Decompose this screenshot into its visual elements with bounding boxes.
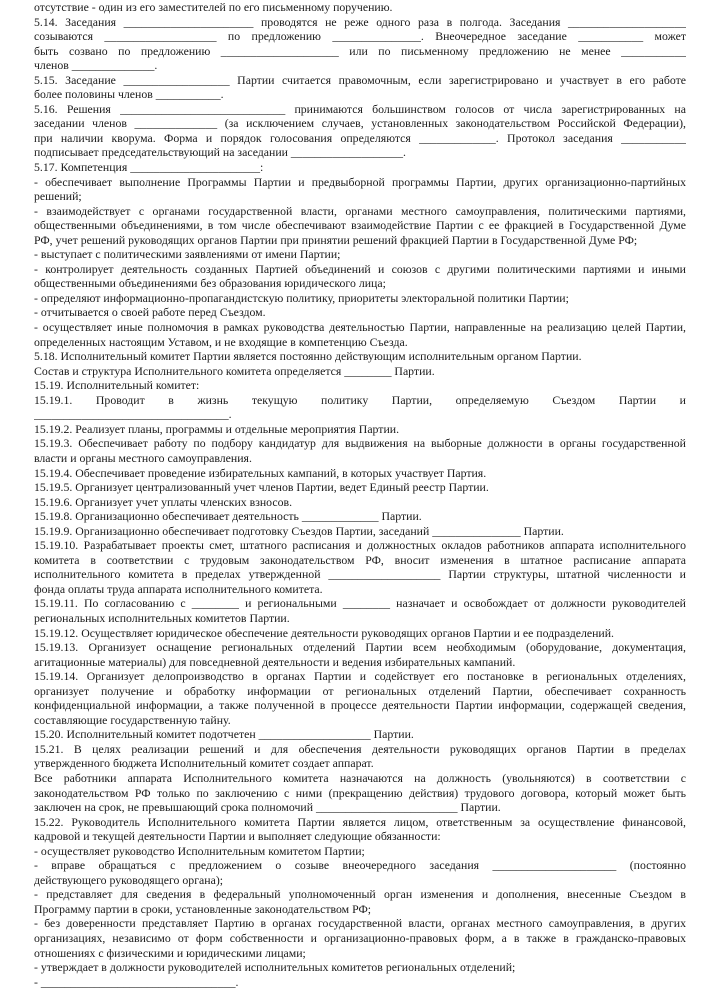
paragraph <box>34 364 686 379</box>
text-line: 15.19.4. Обеспечивает проведение избирательных кампаний, в которых участвует Партия. <box>34 465 487 480</box>
text-line: исполнительного комитета в пределах утвержденной ___________________ Партии структуры, штатной численности и <box>34 567 686 582</box>
text-line: - вправе обращаться с предложением о созыве внеочередного заседания _____________________ (постоянно <box>34 858 686 873</box>
text-line: 15.19.11. По согласованию с ________ и региональными ________ назначает и освобождает от должности руководителей <box>34 596 686 611</box>
document-page <box>34 0 686 989</box>
text-line: комитета в соответствии с трудовым законодательством РФ, вносит изменения в штатное расписание аппарата <box>34 552 686 567</box>
text-line: общественными объединениями без образования юридического лица; <box>34 276 386 291</box>
paragraph <box>34 393 686 422</box>
paragraph <box>34 436 686 465</box>
paragraph <box>34 422 686 437</box>
text-line: - представляет для сведения в федеральный уполномоченный орган изменения и дополнения, внесенные Съездом в <box>34 887 686 902</box>
text-line: РФ, учет решений руководящих органов Партии при принятии решений фракцией Партии в Государственной Думе РФ; <box>34 232 638 247</box>
paragraph <box>34 480 686 495</box>
text-line: 15.19.2. Реализует планы, программы и отдельные мероприятия Партии. <box>34 421 400 436</box>
text-line: членов ______________. <box>34 58 158 73</box>
paragraph <box>34 975 686 989</box>
paragraph <box>34 669 686 727</box>
paragraph <box>34 291 686 306</box>
text-line: 5.18. Исполнительный комитет Партии является постоянно действующим исполнительным органом Партии. <box>34 349 582 364</box>
text-line: Все работники аппарата Исполнительного комитета назначаются на должность (увольняются) в соответствии с <box>34 770 686 785</box>
text-line: 15.20. Исполнительный комитет подотчетен ___________________ Партии. <box>34 727 414 742</box>
text-line: - отчитывается о своей работе перед Съездом. <box>34 305 266 320</box>
text-line: Состав и структура Исполнительного комитета определяется ________ Партии. <box>34 363 435 378</box>
text-line: отношениях с физическими и юридическими лицами; <box>34 945 306 960</box>
text-line: организациях, независимо от форм собственности и организационно-правовых форм, а в также в гражданско-правовых <box>34 931 686 945</box>
paragraph <box>34 815 686 844</box>
text-line: действующего руководящего органа); <box>34 872 224 887</box>
text-line: 15.19.12. Осуществляет юридическое обеспечение деятельности руководящих органов Партии и ее подразделений. <box>34 625 614 640</box>
text-line: решений; <box>34 189 82 204</box>
paragraph <box>34 538 686 596</box>
text-line: - взаимодействует с органами государственной власти, органами местного самоуправления, политическими партиями, <box>34 203 686 218</box>
text-line: - без доверенности представляет Партию в органах государственной власти, органах местного самоуправления, в других <box>34 916 686 931</box>
text-line: 5.16. Решения ____________________________ принимаются большинством голосов от числа зарегистрированных на <box>34 101 686 116</box>
text-line: 5.15. Заседание __________________ Партии считается правомочным, если зарегистрировано и участвует в его работе <box>34 72 686 87</box>
text-line: организует получение и обработку информации от региональных отделений Партии, обеспечивает сохранность <box>34 683 686 698</box>
paragraph <box>34 524 686 539</box>
paragraph <box>34 466 686 481</box>
text-line: 15.19.5. Организует централизованный учет членов Партии, ведет Единый реестр Партии. <box>34 480 489 495</box>
text-line: 15.19.10. Разрабатывает проекты смет, штатного расписания и должностных окладов работников аппарата исполнительного <box>34 538 686 553</box>
text-line: 15.22. Руководитель Исполнительного комитета Партии является лицом, ответственным за осуществление финансовой, <box>34 814 686 829</box>
text-line: 15.19.1. Проводит в жизнь текущую политику Партии, определяемую Съездом Партии и <box>34 392 686 407</box>
paragraph <box>34 204 686 248</box>
paragraph <box>34 262 686 291</box>
paragraph <box>34 509 686 524</box>
text-line: составляющие государственную тайну. <box>34 712 231 727</box>
text-line: - _________________________________. <box>34 974 239 989</box>
paragraph <box>34 916 686 960</box>
text-line: 5.14. Заседания ______________________ проводятся не реже одного раза в полгода. Заседания ____________________ <box>34 14 686 29</box>
text-line: фонда оплаты труда аппарата исполнительного комитета. <box>34 581 323 596</box>
text-line: 15.19.13. Организует оснащение региональных отделений Партии всем необходимым (оборудование, документация, <box>34 640 686 655</box>
paragraph <box>34 247 686 262</box>
text-line: определенных настоящим Уставом, и не входящие в компетенцию Съезда. <box>34 334 408 349</box>
text-line: - обеспечивает выполнение Программы Партии и предвыборной программы Партии, других организационно-партийных <box>34 174 686 189</box>
text-line: конфиденциальной информации, а также полученной в процессе деятельности Партии информации, содержащей сведения, <box>34 698 686 713</box>
text-line: 15.19.8. Организационно обеспечивает деятельность _____________ Партии. <box>34 509 422 524</box>
text-line: подписывает председательствующий на заседании ___________________. <box>34 145 406 160</box>
text-line: общественными объединениями, в том числе обеспечивают взаимодействие Партии с ее фракцией в Государственной Думе <box>34 218 686 233</box>
text-line: агитационные материалы) для повседневной деятельности и ведения избирательных кампаний. <box>34 654 516 669</box>
paragraph <box>34 596 686 625</box>
text-line: 15.19. Исполнительный комитет: <box>34 378 200 393</box>
paragraph <box>34 15 686 73</box>
paragraph <box>34 727 686 742</box>
paragraph <box>34 742 686 771</box>
text-line: 15.19.6. Организует учет уплаты членских взносов. <box>34 494 293 509</box>
paragraph <box>34 378 686 393</box>
text-line: заседании членов ______________ (за исключением случаев, установленных законодательством Российской Федерации), <box>34 116 686 131</box>
text-line: законодательством РФ только по заключению с ними (прекращению действия) трудового договора, который может быть <box>34 785 686 800</box>
text-line: при наличии кворума. Форма и порядок голосования определяются _____________. Протокол заседания ___________ <box>34 130 686 145</box>
text-line: утвержденного бюджета Исполнительный комитет создает аппарат. <box>34 756 374 771</box>
paragraph <box>34 640 686 669</box>
text-line: заключен на срок, не превышающий срока полномочий ________________________ Партии. <box>34 800 501 815</box>
text-line: - осуществляет руководство Исполнительным комитетом Партии; <box>34 843 365 858</box>
paragraph <box>34 858 686 887</box>
paragraph <box>34 960 686 975</box>
paragraph <box>34 73 686 102</box>
paragraph <box>34 160 686 175</box>
text-line: власти и органы местного самоуправления. <box>34 450 252 465</box>
paragraph <box>34 887 686 916</box>
paragraph <box>34 626 686 641</box>
text-line: Программу партии в сроки, установленные законодательством РФ; <box>34 901 372 916</box>
paragraph <box>34 349 686 364</box>
paragraph <box>34 305 686 320</box>
text-line: - контролирует деятельность созданных Партией объединений и союзов с другими политическими партиями и иными <box>34 261 686 276</box>
text-line: созываются ___________________ по предложению _______________. Внеочередное заседание ___________ может <box>34 29 686 44</box>
paragraph <box>34 495 686 510</box>
paragraph <box>34 0 686 15</box>
paragraph <box>34 844 686 859</box>
text-line: отсутствие - один из его заместителей по его письменному поручению. <box>34 0 393 14</box>
text-line: - осуществляет иные полномочия в рамках руководства деятельностью Партии, направленные на реализацию целей Партии, <box>34 320 686 335</box>
text-line: более половины членов ___________. <box>34 87 224 102</box>
paragraph <box>34 102 686 160</box>
text-line: - определяют информационно-пропагандистскую политику, приоритеты электоральной политики Партии; <box>34 290 569 305</box>
text-line: быть созвано по предложению ____________________ или по письменному предложению не менее ___________ <box>34 43 686 58</box>
text-line: _________________________________. <box>34 407 232 422</box>
paragraph <box>34 320 686 349</box>
text-line: - утверждает в должности руководителей исполнительных комитетов региональных отделений; <box>34 960 516 975</box>
text-line: региональных исполнительных комитетов Партии. <box>34 610 290 625</box>
text-line: - выступает с политическими заявлениями от имени Партии; <box>34 247 341 262</box>
paragraph <box>34 175 686 204</box>
text-line: 15.19.14. Организует делопроизводство в органах Партии и содействует его постановке в региональных отделениях, <box>34 669 686 684</box>
text-line: кадровой и текущей деятельности Партии и выполняет следующие обязанности: <box>34 829 441 844</box>
paragraph <box>34 771 686 815</box>
text-line: 15.21. В целях реализации решений и для обеспечения деятельности руководящих органов Партии в пределах <box>34 741 686 756</box>
text-line: 5.17. Компетенция ______________________: <box>34 160 264 175</box>
text-line: 15.19.3. Обеспечивает работу по подбору кандидатур для выдвижения на выборные должности в органы государственной <box>34 436 686 451</box>
text-line: 15.19.9. Организационно обеспечивает подготовку Съездов Партии, заседаний _______________ Партии. <box>34 523 564 538</box>
